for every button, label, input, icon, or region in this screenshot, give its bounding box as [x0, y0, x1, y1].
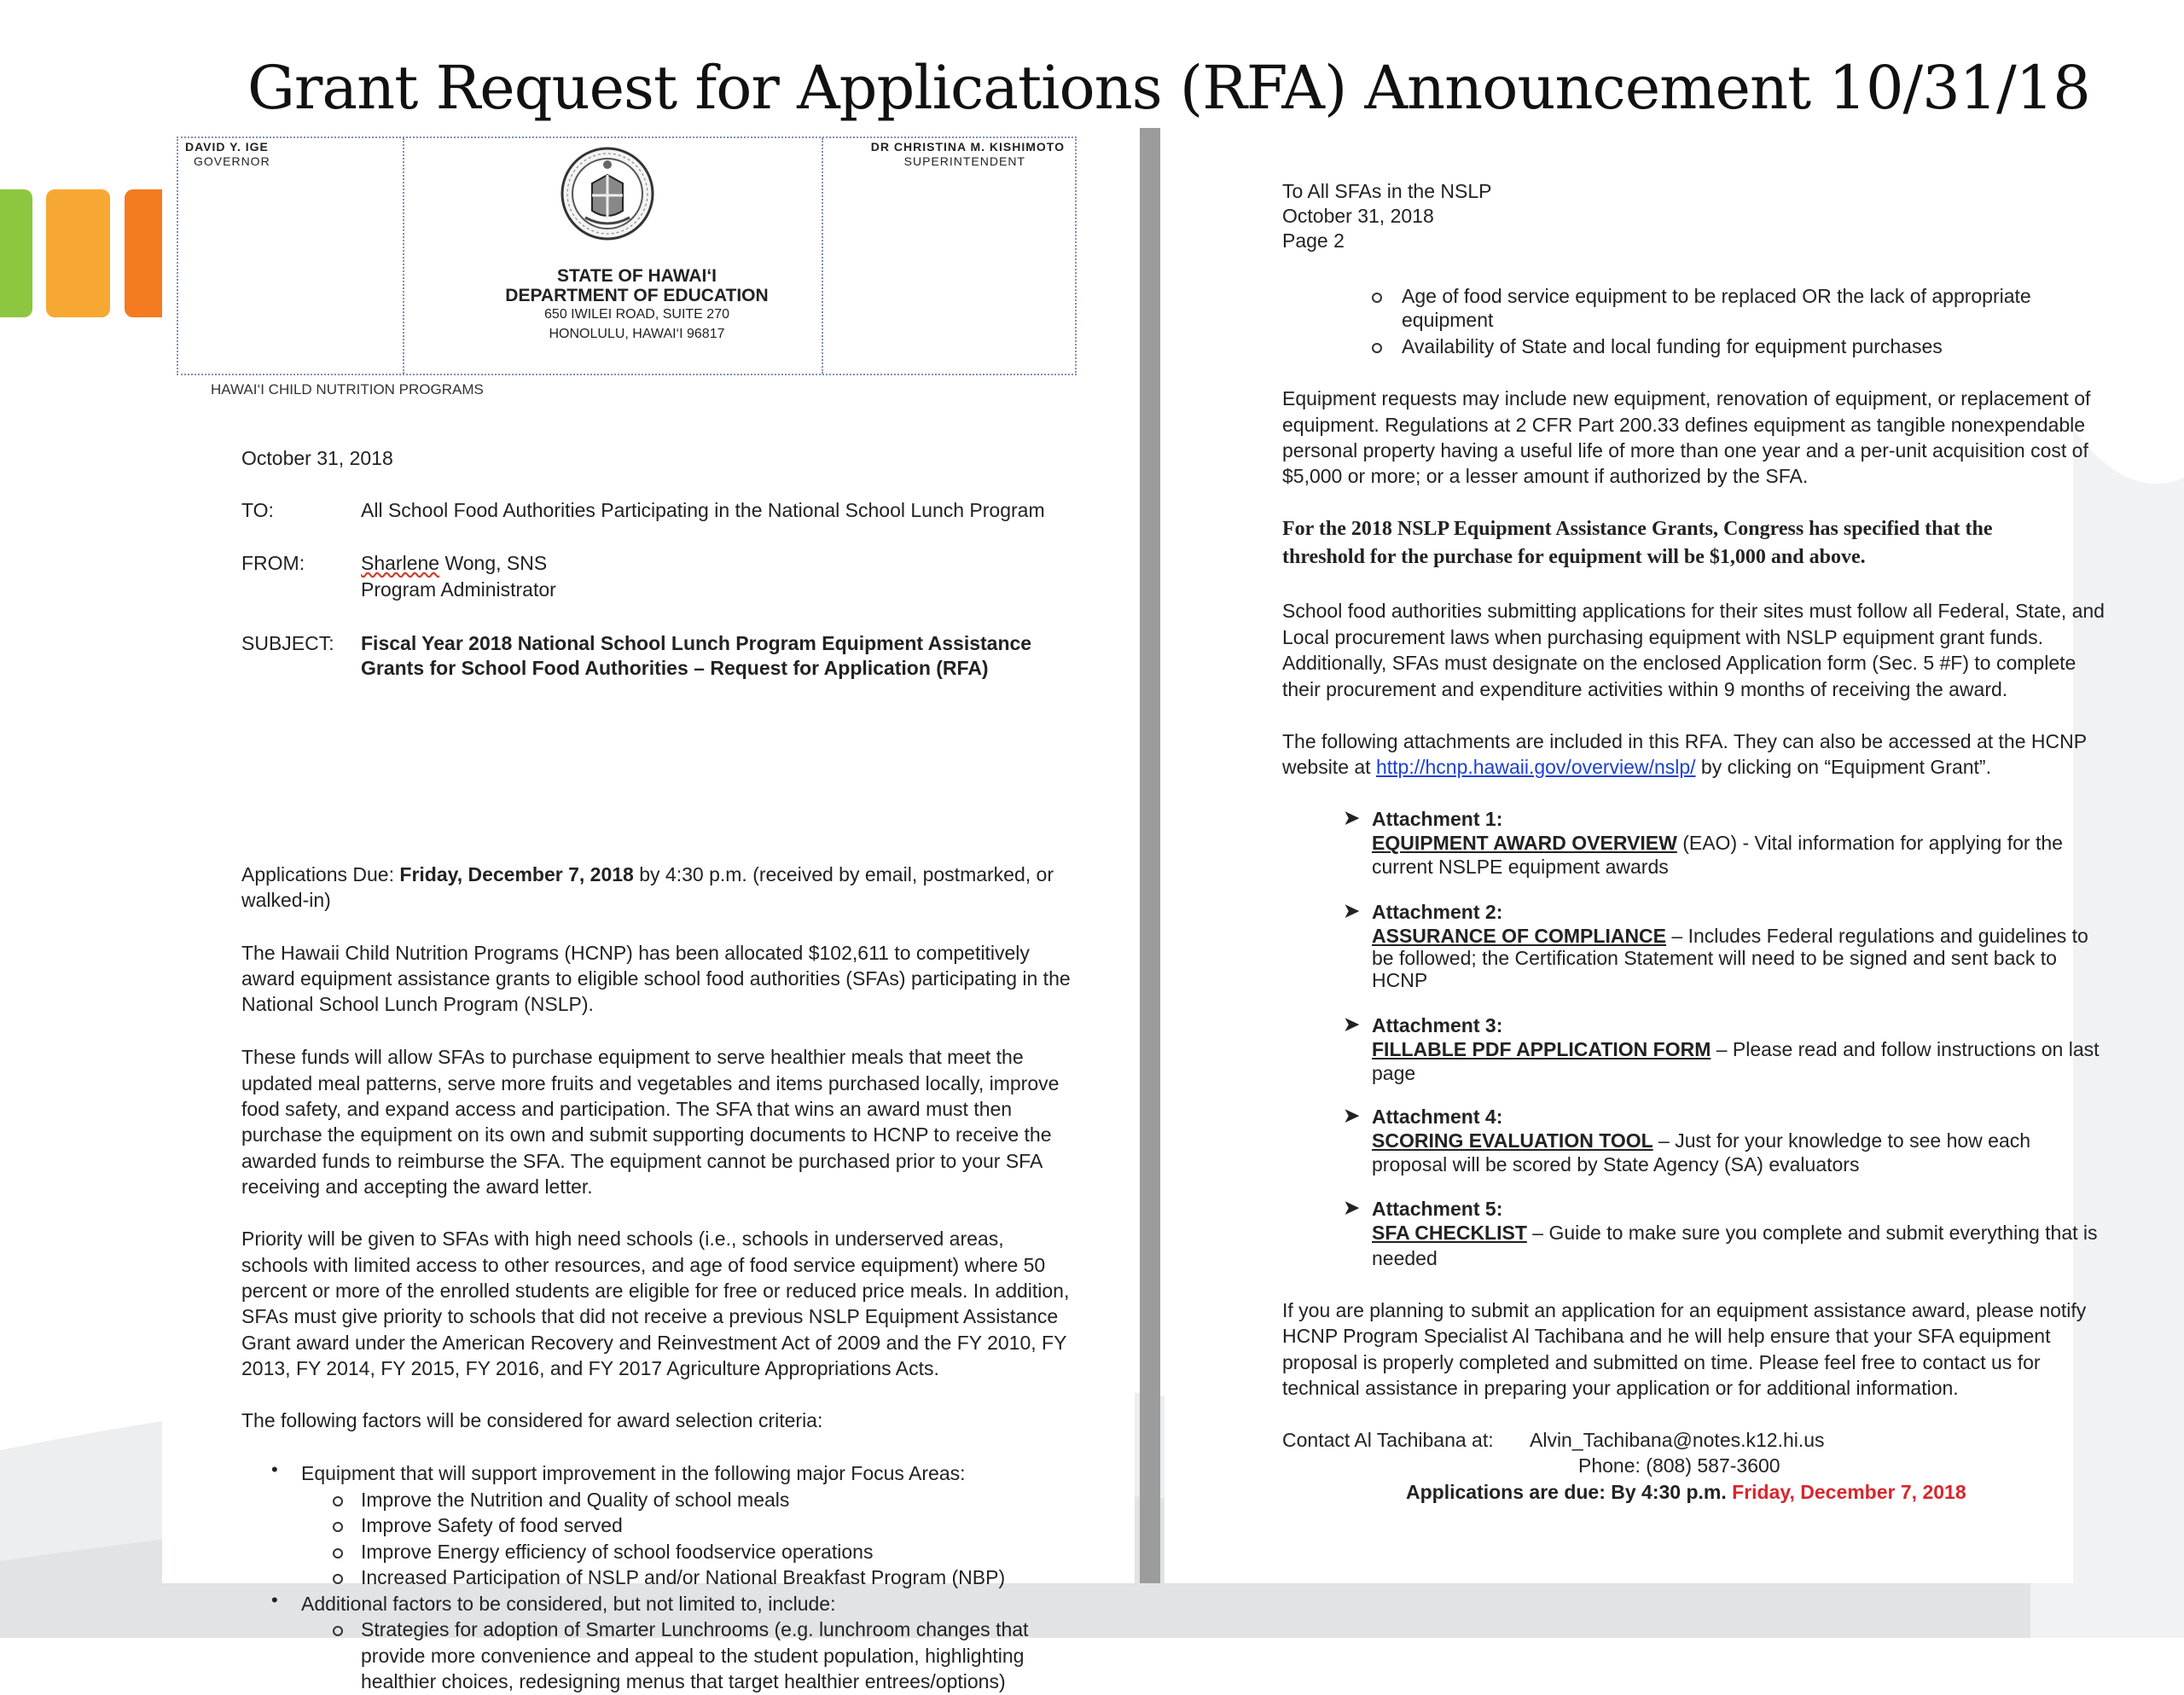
paragraph-line: Priority will be given to SFAs with high need schools (i.e., schools in underserved areas, — [241, 1228, 1004, 1250]
attachment-desc: current NSLPE equipment awards — [1372, 856, 1669, 878]
focus-area-item: Improve the Nutrition and Quality of school meals — [361, 1489, 790, 1511]
page2-header: October 31, 2018 — [1282, 205, 1434, 227]
bullet-icon: • — [271, 1589, 278, 1611]
attachment-desc-text: – Please read and follow instructions on last — [1711, 1038, 2100, 1060]
paragraph-line: $5,000 or more; or a lesser amount if authorized by the SFA. — [1282, 465, 1809, 487]
paragraph-line: SFAs must give priority to schools that did not receive a previous NSLP Equipment Assistance — [241, 1305, 1059, 1327]
attachment-name: FILLABLE PDF APPLICATION FORM — [1372, 1038, 1711, 1060]
attachment-desc: be followed; the Certification Statement will need to be signed and sent back to — [1372, 947, 2057, 969]
accent-bar-yellow — [46, 189, 110, 317]
attachment-desc: HCNP — [1372, 969, 1428, 991]
attachment-name: ASSURANCE OF COMPLIANCE — [1372, 925, 1667, 947]
letterhead — [177, 136, 1077, 375]
hcnp-link[interactable]: http://hcnp.hawaii.gov/overview/nslp/ — [1375, 756, 1696, 778]
arrow-bullet-icon: ➤ — [1344, 1105, 1360, 1126]
bullet-item: Equipment that will support improvement in the following major Focus Areas: — [301, 1462, 966, 1484]
attachment-desc — [1372, 1036, 2100, 1063]
focus-area-item: Improve Energy efficiency of school foodservice operations — [361, 1541, 874, 1563]
attachment-label: Attachment 3: — [1372, 1014, 1503, 1036]
circle-bullet-icon — [333, 1522, 343, 1532]
letterhead-state: STATE OF HAWAI‘I — [556, 266, 717, 286]
contact-label: Contact Al Tachibana at: — [1282, 1429, 1494, 1451]
circle-bullet-icon — [333, 1548, 343, 1559]
paragraph-line: updated meal patterns, serve more fruits and vegetables and items purchased locally, improve — [241, 1072, 1060, 1094]
paragraph-line: School food authorities submitting applications for their sites must follow all Federal, State, and — [1282, 600, 2105, 622]
paragraph-line: The Hawaii Child Nutrition Programs (HCNP) has been allocated $102,611 to competitively — [241, 942, 1030, 964]
superintendent-title: SUPERINTENDENT — [903, 154, 1025, 168]
slide-title: Grant Request for Applications (RFA) Announcement 10/31/18 — [247, 53, 2090, 123]
attachment-desc: needed — [1372, 1247, 1438, 1269]
circle-bullet-icon — [1372, 293, 1382, 303]
threshold-notice: threshold for the purchase for equipment will be $1,000 and above. — [1282, 546, 1866, 568]
closing-line: HCNP Program Specialist Al Tachibana and he will help ensure that your SFA equipment — [1282, 1325, 2051, 1347]
sub-bullet-item: Age of food service equipment to be replaced OR the lack of appropriate — [1402, 285, 2031, 307]
attachment-name: SCORING EVALUATION TOOL — [1372, 1129, 1653, 1152]
paragraph-line: Additionally, SFAs must designate on the enclosed Application form (Sec. 5 #F) to complete — [1282, 652, 2077, 674]
attachment-name: SFA CHECKLIST — [1372, 1222, 1527, 1244]
paragraph-line: purchase the equipment on its own and submit supporting documents to HCNP to receive the — [241, 1123, 1052, 1146]
applications-due-line: walked-in) — [241, 889, 331, 911]
page-divider — [1140, 128, 1160, 1583]
attachments-intro: The following attachments are included in this RFA. They can also be accessed at the HCNP — [1282, 730, 2088, 752]
subject-line: Fiscal Year 2018 National School Lunch Program Equipment Assistance — [361, 632, 1032, 654]
attachment-desc — [1372, 1128, 2030, 1154]
paragraph-line: food safety, and expand access and participation. The SFA that wins an award must then — [241, 1098, 1013, 1120]
circle-bullet-icon — [333, 1496, 343, 1506]
paragraph-line: awarded funds to reimburse the SFA. The equipment cannot be purchased prior to your SFA — [241, 1150, 1043, 1172]
paragraph-line: schools with limited access to other resources, and age of food service equipment) where 50 — [241, 1254, 1046, 1276]
bullet-icon: • — [271, 1459, 278, 1480]
letterhead-divider — [822, 138, 823, 374]
sub-bullet-item: Availability of State and local funding for equipment purchases — [1402, 335, 1943, 357]
attachment-desc-text: (EAO) - Vital information for applying for the — [1676, 832, 2063, 854]
arrow-bullet-icon: ➤ — [1344, 900, 1360, 921]
attachment-label: Attachment 1: — [1372, 808, 1503, 830]
paragraph-line: These funds will allow SFAs to purchase equipment to serve healthier meals that meet the — [241, 1046, 1024, 1068]
due-rest: by 4:30 p.m. (received by email, postmarked, or — [633, 863, 1054, 885]
superintendent-name: DR CHRISTINA M. KISHIMOTO — [870, 140, 1065, 154]
attachments-intro — [1282, 754, 1991, 781]
program-name: HAWAI‘I CHILD NUTRITION PROGRAMS — [211, 381, 484, 398]
contact-phone: Phone: (808) 587-3600 — [1578, 1454, 1780, 1477]
attachment-desc — [1372, 1220, 2098, 1246]
closing-line: If you are planning to submit an application for an equipment assistance award, please notify — [1282, 1299, 2087, 1321]
closing-line: proposal is properly completed and submitted on time. Please feel free to contact us for — [1282, 1351, 2041, 1373]
focus-area-item: Improve Safety of food served — [361, 1514, 623, 1536]
from-label: FROM: — [241, 552, 305, 574]
paragraph-line: percent or more of the enrolled students are eligible for free or reduced price meals. In addition, — [241, 1280, 1070, 1302]
applications-due-footer — [1406, 1479, 1966, 1506]
bullet-item: Additional factors to be considered, but not limited to, include: — [301, 1593, 836, 1615]
attachment-desc: page — [1372, 1062, 1416, 1084]
paragraph-line: award equipment assistance grants to eligible school food authorities (SFAs) participating in the — [241, 967, 1071, 990]
from-name-rest: Wong, SNS — [439, 552, 548, 574]
threshold-notice: For the 2018 NSLP Equipment Assistance Grants, Congress has specified that the — [1282, 518, 1993, 540]
arrow-bullet-icon: ➤ — [1344, 807, 1360, 828]
paragraph-line: receiving and accepting the award letter. — [241, 1175, 593, 1198]
paragraph-line: National School Lunch Program (NSLP). — [241, 993, 594, 1015]
attachment-desc: proposal will be scored by State Agency (SA) evaluators — [1372, 1153, 1860, 1175]
attachment-desc-text: – Just for your knowledge to see how each — [1653, 1129, 2031, 1152]
applications-due — [241, 862, 1054, 888]
intro-text: website at — [1282, 756, 1376, 778]
letterhead-address: 650 IWILEI ROAD, SUITE 270 — [544, 307, 729, 322]
state-seal-icon — [560, 141, 655, 248]
attachment-desc — [1372, 830, 2063, 856]
subject-line: Grants for School Food Authorities – Request for Application (RFA) — [361, 657, 989, 679]
strategy-line: provide more convenience and appeal to the student population, highlighting — [361, 1645, 1025, 1667]
attachment-desc-text: – Includes Federal regulations and guidelines to — [1666, 925, 2088, 947]
closing-line: technical assistance in preparing your application or for additional information. — [1282, 1377, 1959, 1399]
accent-bar-green — [0, 189, 32, 317]
paragraph-line: 2013, FY 2014, FY 2015, FY 2016, and FY 2017 Agriculture Appropriations Acts. — [241, 1357, 939, 1379]
from-name — [361, 550, 547, 577]
due-date: Friday, December 7, 2018 — [399, 863, 634, 885]
paragraph-line: Equipment requests may include new equipment, renovation of equipment, or replacement of — [1282, 387, 2091, 409]
paragraph-line: personal property having a useful life of more than one year and a per-unit acquisition cost of — [1282, 439, 2088, 461]
paragraph-line: equipment. Regulations at 2 CFR Part 200.33 defines equipment as tangible nonexpendable — [1282, 414, 2086, 436]
spellcheck-word: Sharlene — [361, 552, 440, 574]
letter-page-2 — [1165, 128, 2105, 1583]
letterhead-divider — [403, 138, 404, 374]
letterhead-department: DEPARTMENT OF EDUCATION — [505, 286, 769, 305]
circle-bullet-icon — [1372, 343, 1382, 353]
page2-header: Page 2 — [1282, 229, 1345, 252]
arrow-bullet-icon: ➤ — [1344, 1197, 1360, 1218]
paragraph-line: Grant award under the American Recovery and Reinvestment Act of 2009 and the FY 2010, FY — [241, 1332, 1067, 1354]
attachment-name: EQUIPMENT AWARD OVERVIEW — [1372, 832, 1677, 854]
arrow-bullet-icon: ➤ — [1344, 1013, 1360, 1035]
contact-email: Alvin_Tachibana@notes.k12.hi.us — [1530, 1429, 1825, 1451]
intro-text: by clicking on “Equipment Grant”. — [1695, 756, 1991, 778]
letter-date: October 31, 2018 — [241, 447, 393, 469]
attachment-label: Attachment 5: — [1372, 1198, 1503, 1220]
strategy-line: healthier choices, redesigning menus that target healthier entrees/options) — [361, 1670, 1006, 1692]
paragraph-line: Local procurement laws when purchasing equipment with NSLP equipment grant funds. — [1282, 626, 2043, 648]
due-date: Friday, December 7, 2018 — [1732, 1481, 1966, 1503]
page2-header: To All SFAs in the NSLP — [1282, 180, 1492, 202]
letterhead-address: HONOLULU, HAWAI‘I 96817 — [549, 327, 725, 341]
from-title: Program Administrator — [361, 578, 556, 601]
attachment-label: Attachment 2: — [1372, 901, 1503, 923]
sub-bullet-item: equipment — [1402, 309, 1494, 331]
attachment-label: Attachment 4: — [1372, 1106, 1503, 1128]
criteria-intro: The following factors will be considered for award selection criteria: — [241, 1409, 823, 1431]
due-label: Applications Due: — [241, 863, 400, 885]
paragraph-line: their procurement and expenditure activities within 9 months of receiving the award. — [1282, 678, 2008, 700]
focus-area-item: Increased Participation of NSLP and/or National Breakfast Program (NBP) — [361, 1566, 1006, 1588]
governor-title: GOVERNOR — [194, 154, 270, 168]
letter-page-1 — [162, 128, 1135, 1692]
strategy-line: Strategies for adoption of Smarter Lunchrooms (e.g. lunchroom changes that — [361, 1618, 1029, 1640]
subject-label: SUBJECT: — [241, 632, 334, 654]
circle-bullet-icon — [333, 1626, 343, 1636]
attachment-desc-text: – Guide to make sure you complete and submit everything that is — [1526, 1222, 2098, 1244]
to-value: All School Food Authorities Participating in the National School Lunch Program — [361, 499, 1045, 521]
to-label: TO: — [241, 499, 274, 521]
circle-bullet-icon — [333, 1574, 343, 1584]
due-label: Applications are due: By 4:30 p.m. — [1406, 1481, 1733, 1503]
governor-name: DAVID Y. IGE — [185, 140, 269, 154]
